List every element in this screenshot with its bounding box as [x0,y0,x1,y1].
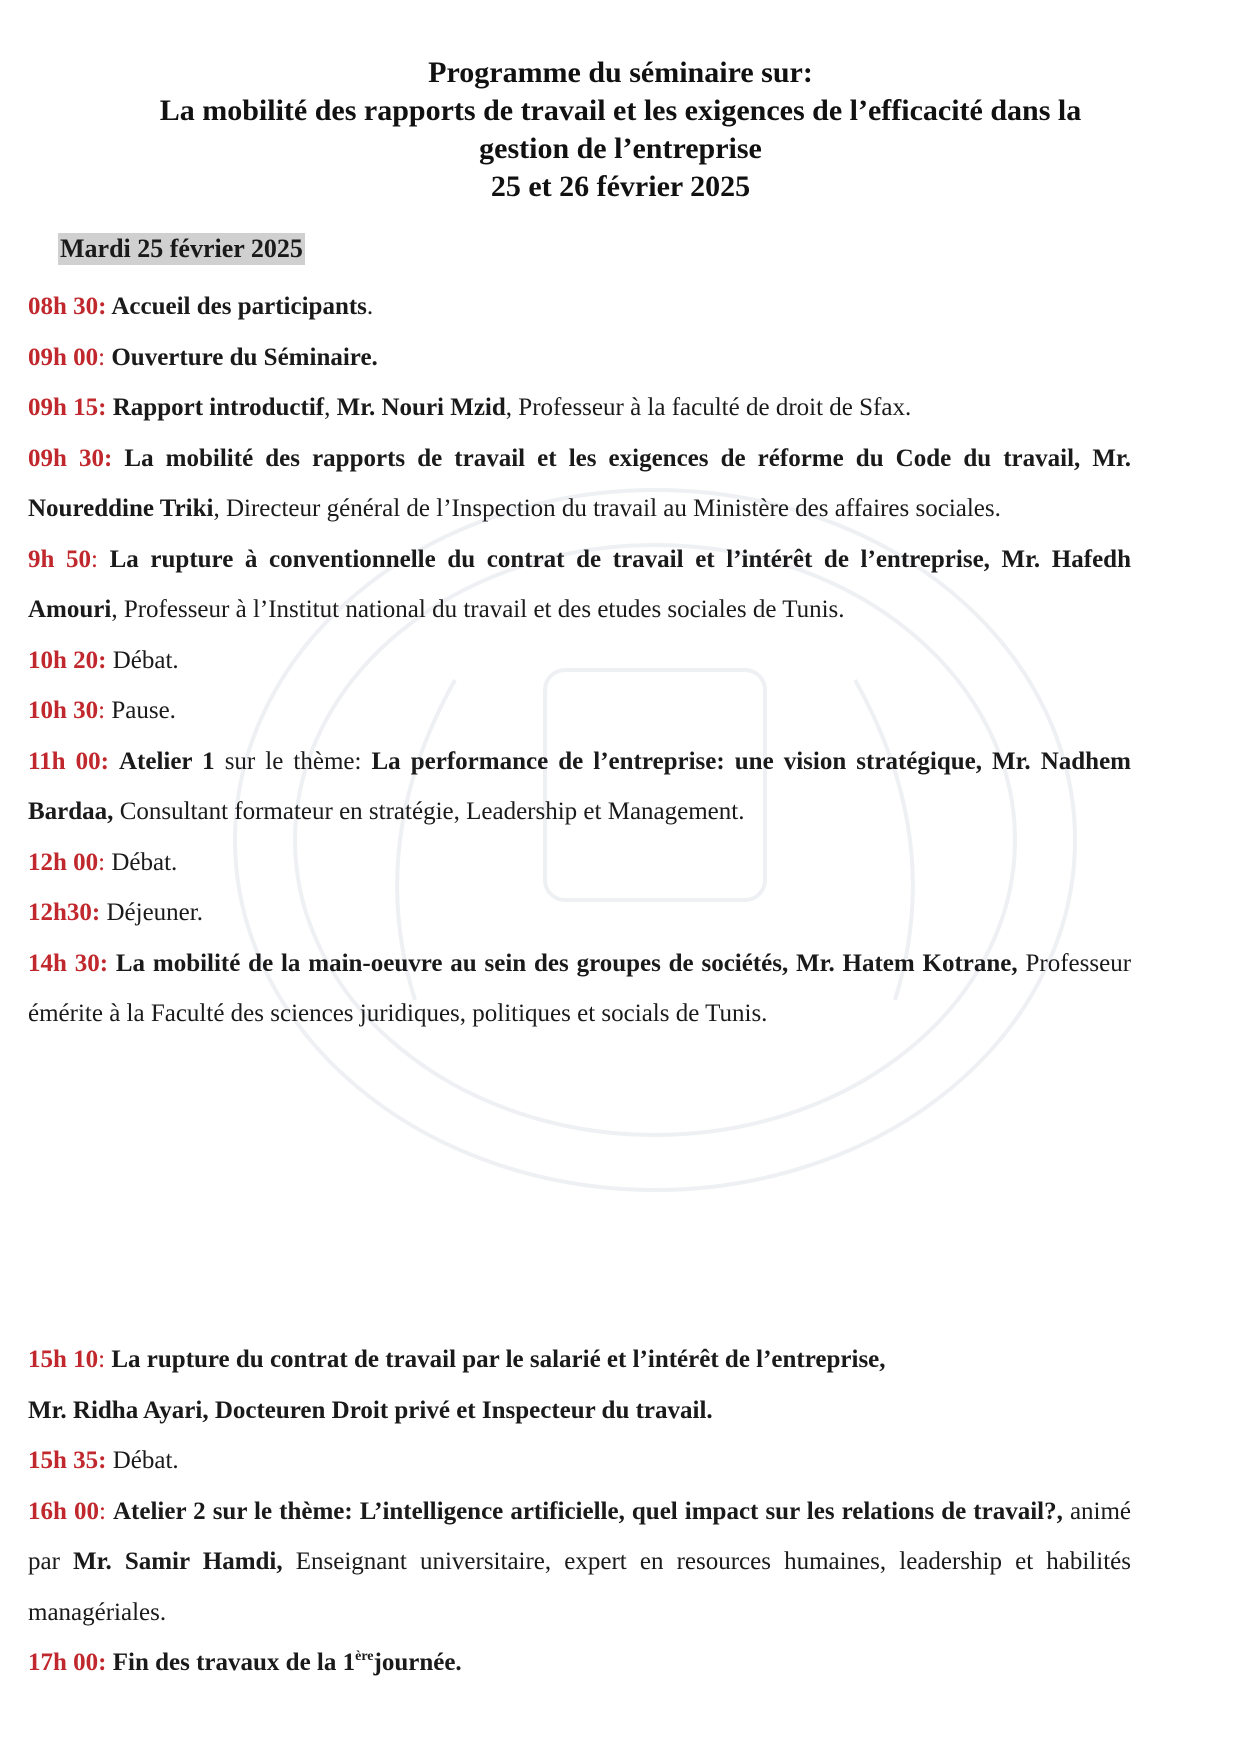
schedule-afternoon [28,1335,1131,1689]
entry-time: 11h 00: [28,747,109,775]
entry-time: 15h 10 [28,1346,99,1373]
entry-title: La performance de l’entreprise: une vision stratégique, Mr. Nadhem Bardaa, [28,747,1132,825]
entry-atelier: Atelier 1 [118,747,215,775]
schedule-entry: 9h 50: La rupture à conventionnelle du contrat de travail et l’intérêt de l’entreprise, Mr. Hafedh Amouri, Professeur à l’Institut national du travail et des etudes sociales de Tunis. [28,545,1131,623]
schedule-entry [28,1436,1131,1487]
entry-title: Ouverture du Séminaire. [111,343,378,371]
entry-role: Enseignant universitaire, expert en resources humaines, leadership et habilités managériales. [28,1548,1131,1626]
entry-title: Fin des travaux de la 1 [112,1649,356,1676]
entry-text: Déjeuner. [106,899,203,926]
schedule-entry: 12h 00: Débat. [28,848,178,876]
entry-speaker: Mr. Samir Hamdi, [73,1548,283,1575]
schedule-entry: 09h 15: Rapport introductif, Mr. Nouri Mzid, Professeur à la faculté de droit de Sfax. [28,394,912,421]
header-line-3: gestion de l’entreprise [479,132,762,165]
entry-time: 16h 00 [28,1497,99,1525]
entry-time: 10h 20: [28,646,107,674]
entry-text: Pause. [111,697,176,724]
entry-time: 17h 00: [28,1649,107,1676]
entry-time: 15h 35: [28,1447,107,1474]
schedule-entry: 15h 10: La rupture du contrat de travail par le salarié et l’intérêt de l’entreprise, Mr. Ridha Ayari, Docteuren Droit privé et Inspecteur du travail. [28,1346,886,1424]
entry-title: La mobilité de la main-oeuvre au sein des groupes de sociétés, Mr. Hatem Kotrane, [115,949,1018,977]
entry-role: , Professeur à l’Institut national du travail et des etudes sociales de Tunis. [111,596,845,623]
entry-title: Atelier 2 sur le thème: L’intelligence artificielle, quel impact sur les relations de travail?, [112,1497,1063,1525]
entry-speaker: Mr. Nouri Mzid [336,394,506,421]
entry-time: 09h 30 [28,444,104,472]
day-heading: Mardi 25 février 2025 [60,234,303,263]
header-line-1: Programme du séminaire sur: [428,56,813,89]
entry-role: , Professeur à la faculté de droit de Sfax. [505,394,912,421]
entry-speaker: Mr. Ridha Ayari, Docteuren Droit privé et Inspecteur du travail. [28,1396,713,1424]
header-line-2: La mobilité des rapports de travail et les exigences de l’efficacité dans la [159,94,1082,127]
schedule-entry: 09h 00: Ouverture du Séminaire. [28,343,378,371]
schedule-entry [28,636,1131,687]
entry-text: Débat. [111,848,178,876]
schedule-entry: 16h 00: Atelier 2 sur le thème: L’intelligence artificielle, quel impact sur les relations de travail?, animé par Mr. Samir Hamdi, Enseignant universitaire, expert en resources humaines, leadership et habilités managériales. [28,1497,1132,1626]
schedule-entry: 08h 30: Accueil des participants. [28,293,374,320]
entry-title: Rapport introductif [112,394,325,421]
entry-time: 12h30: [28,899,101,926]
schedule-entry: 09h 30: La mobilité des rapports de travail et les exigences de réforme du Code du travail, Mr. Noureddine Triki, Directeur général de l’Inspection du travail au Ministère des affaires sociales. [28,444,1132,522]
schedule-entry: 10h 30: Pause. [28,697,176,724]
entry-time: 08h 30 [28,293,99,320]
schedule-entry [28,888,1131,939]
entry-title: La rupture à conventionnelle du contrat de travail et l’intérêt de l’entreprise, Mr. Hafedh Amouri [28,545,1131,623]
entry-title: La rupture du contrat de travail par le salarié et l’intérêt de l’entreprise, [111,1346,886,1373]
entry-title: La mobilité des rapports de travail et les exigences de réforme du Code du travail, Mr. Noureddine Triki [28,444,1132,522]
schedule-entry: 17h 00: Fin des travaux de la 1èrejournée. [28,1649,462,1676]
entry-time: 09h 15 [28,394,99,421]
entry-time: 10h 30 [28,697,99,724]
entry-time: 12h 00 [28,848,99,876]
schedule-morning [28,282,1131,1040]
programme-header [40,54,1201,206]
schedule-entry: 11h 00: Atelier 1 sur le thème: La performance de l’entreprise: une vision stratégique, Mr. Nadhem Bardaa, Consultant formateur en stratégie, Leadership et Management. [28,747,1132,825]
entry-time: 14h 30: [28,949,109,977]
entry-text: Débat. [112,1447,179,1474]
schedule-entry [28,939,1131,1040]
entry-role: Professeur émérite à la Faculté des sciences juridiques, politiques et socials de Tunis. [28,949,1132,1027]
entry-role: Consultant formateur en stratégie, Leadership et Management. [119,798,745,825]
entry-title: Accueil des participants [111,293,367,320]
entry-text: Débat. [112,646,179,674]
entry-role: , Directeur général de l’Inspection du travail au Ministère des affaires sociales. [213,495,1001,522]
entry-time: 9h 50 [28,545,92,573]
entry-time: 09h 00 [28,343,99,371]
header-date: 25 et 26 février 2025 [490,170,751,203]
